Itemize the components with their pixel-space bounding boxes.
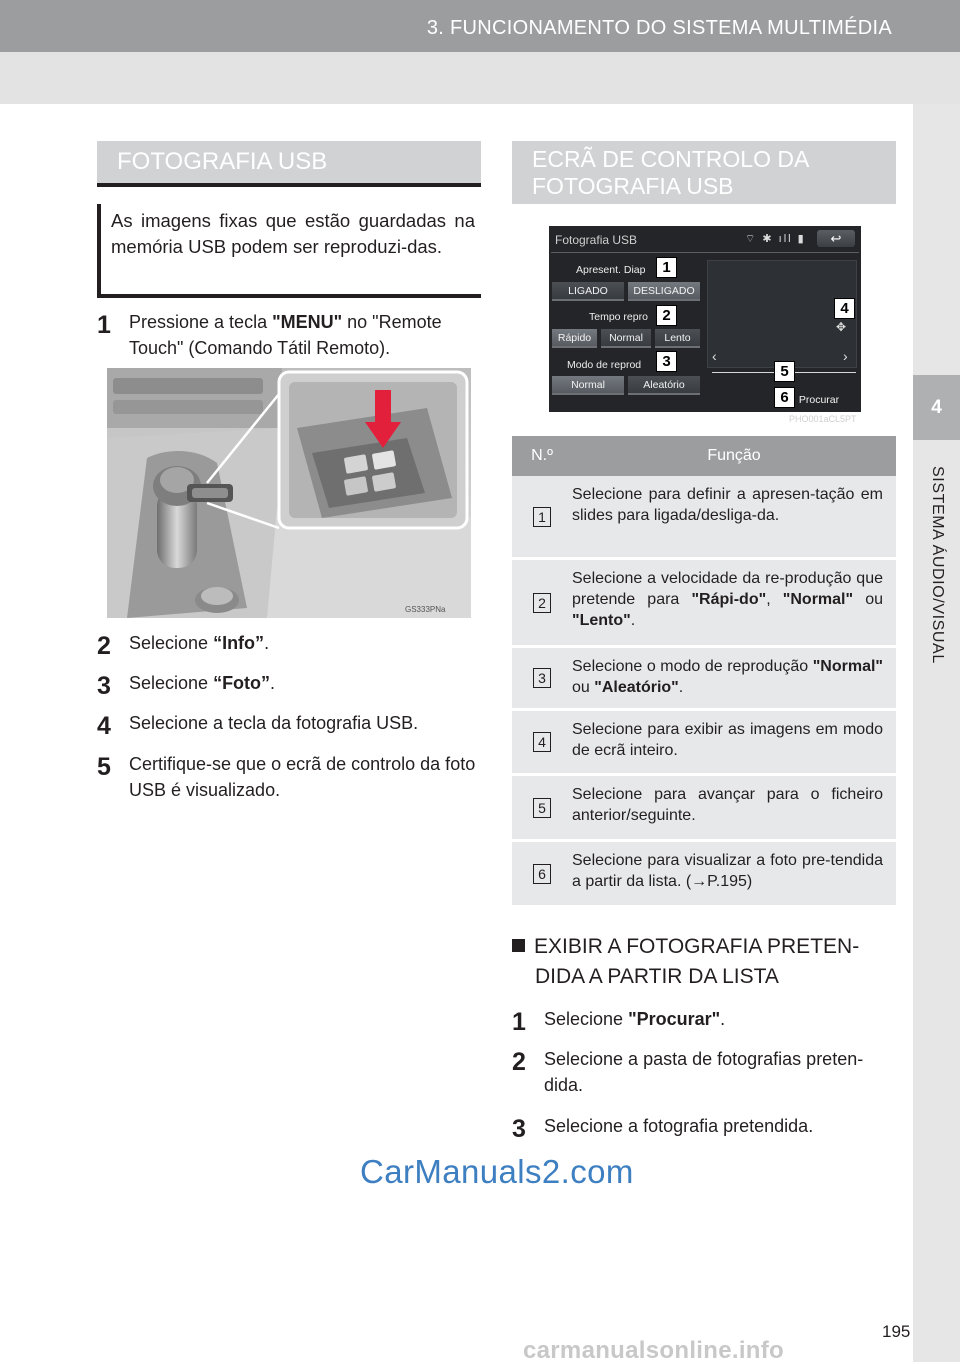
speed-label: Tempo repro bbox=[589, 311, 648, 323]
row-text-part: Selecione a velocidade da re-produção que pretende para bbox=[572, 570, 883, 608]
slideshow-on-button[interactable]: LIGADO bbox=[552, 282, 624, 301]
speed-slow-button[interactable]: Lento bbox=[655, 329, 700, 348]
callout-badge-2: 2 bbox=[656, 305, 677, 326]
screen-divider bbox=[551, 252, 859, 253]
step-number: 2 bbox=[97, 632, 111, 660]
table-row bbox=[512, 776, 896, 842]
step-text-end: . bbox=[270, 673, 276, 693]
step-number: 4 bbox=[97, 712, 111, 740]
subsection-title-line-1: EXIBIR A FOTOGRAFIA PRETEN- bbox=[534, 935, 860, 958]
screen-title: Fotografia USB bbox=[555, 233, 638, 247]
fullscreen-icon[interactable]: ✥ bbox=[836, 320, 847, 334]
col-function-header: Função bbox=[707, 447, 761, 464]
step-text: Certifique-se que o ecrã de controlo da foto USB é visualizado. bbox=[129, 754, 476, 801]
row-number: 2 bbox=[533, 593, 551, 613]
subsection-title bbox=[512, 932, 896, 992]
section-title-control-screen: ECRÃ DE CONTROLO DA FOTOGRAFIA USB bbox=[512, 141, 896, 204]
callout-badge-4: 4 bbox=[834, 298, 855, 319]
callout-badge-5: 5 bbox=[774, 361, 795, 382]
left-step-2 bbox=[97, 630, 481, 660]
usb-photo-control-screen bbox=[549, 226, 861, 424]
row-key: "Normal" bbox=[782, 590, 854, 608]
previous-icon[interactable]: ‹ bbox=[712, 348, 717, 364]
row-number: 4 bbox=[533, 732, 551, 752]
table-row bbox=[512, 648, 896, 711]
right-step-3 bbox=[512, 1113, 896, 1143]
bullet-square-icon bbox=[512, 939, 525, 952]
row-text-part: . bbox=[678, 678, 684, 696]
row-text bbox=[572, 648, 896, 708]
screen-code: PHO001aCL5PT bbox=[789, 414, 857, 424]
step-key: “Info” bbox=[213, 633, 265, 653]
section-title-usb-photo: FOTOGRAFIA USB bbox=[97, 141, 481, 187]
chapter-side-label-text: SISTEMA ÁUDIO/VISUAL bbox=[929, 466, 946, 664]
chapter-tab: 4 bbox=[913, 375, 960, 440]
row-text-part: ou bbox=[572, 678, 595, 696]
step-text-end: . bbox=[264, 633, 270, 653]
right-step-2 bbox=[512, 1046, 896, 1098]
intro-text: As imagens fixas que estão guardadas na memória USB podem ser reproduzi-das. bbox=[97, 204, 481, 298]
table-row bbox=[512, 711, 896, 776]
remote-touch-photo bbox=[107, 368, 471, 618]
row-text-part: Selecione o modo de reprodução bbox=[572, 658, 813, 675]
col-number-header: N.º bbox=[531, 447, 553, 464]
step-number: 2 bbox=[512, 1048, 526, 1076]
next-icon[interactable]: › bbox=[843, 348, 848, 364]
row-key: "Aleatório" bbox=[594, 678, 679, 696]
table-row bbox=[512, 560, 896, 648]
right-step-1 bbox=[512, 1006, 896, 1036]
step-text: Selecione bbox=[129, 673, 214, 693]
remote-touch-illustration bbox=[107, 368, 471, 618]
callout-badge-1: 1 bbox=[656, 257, 677, 278]
step-number: 3 bbox=[97, 672, 111, 700]
step-key: “Foto” bbox=[213, 673, 271, 693]
mode-random-button[interactable]: Aleatório bbox=[628, 376, 700, 395]
step-text: Selecione bbox=[129, 633, 214, 653]
photo-code: GS333PNa bbox=[405, 605, 446, 614]
left-step-4 bbox=[97, 710, 481, 740]
row-key: "Rápi-do" bbox=[691, 590, 767, 608]
step-text: Pressione a tecla bbox=[129, 312, 273, 332]
step-key: "Procurar" bbox=[628, 1009, 721, 1029]
callout-badge-3: 3 bbox=[656, 351, 677, 372]
row-text: Selecione para visualizar a foto pre-tendida a partir da lista. (→P.195) bbox=[572, 852, 883, 890]
table-row bbox=[512, 476, 896, 560]
step-number: 1 bbox=[512, 1008, 526, 1036]
watermark-text: CarManuals2.com bbox=[360, 1153, 634, 1190]
row-text bbox=[572, 560, 896, 645]
row-key: "Normal" bbox=[812, 658, 883, 675]
chapter-side-label bbox=[915, 450, 959, 680]
table-header bbox=[512, 436, 896, 476]
row-text: Selecione para definir a apresen-tação em slides para ligada/desliga-da. bbox=[572, 486, 883, 524]
side-strip bbox=[913, 104, 960, 1362]
slideshow-off-button[interactable]: DESLIGADO bbox=[628, 282, 700, 301]
step-text-end: . bbox=[720, 1009, 726, 1029]
speed-normal-button[interactable]: Normal bbox=[601, 329, 651, 348]
step-number: 1 bbox=[97, 311, 111, 339]
function-table bbox=[512, 436, 896, 908]
step-text: Selecione a fotografia pretendida. bbox=[544, 1116, 814, 1136]
mode-normal-button[interactable]: Normal bbox=[552, 376, 624, 395]
row-text-part: ou bbox=[853, 590, 884, 608]
table-row bbox=[512, 842, 896, 908]
row-number: 1 bbox=[533, 507, 551, 527]
back-icon: ↩ bbox=[830, 230, 842, 246]
speed-fast-button[interactable]: Rápido bbox=[552, 329, 597, 348]
row-text-part: . bbox=[630, 611, 636, 629]
back-button[interactable] bbox=[817, 230, 855, 247]
footer-url: carmanualsonline.info bbox=[523, 1337, 785, 1364]
row-key: "Lento" bbox=[572, 611, 631, 629]
left-step-1 bbox=[97, 309, 481, 361]
status-icons: ⌔ ✱ ıll ▮ bbox=[745, 233, 806, 245]
left-step-5 bbox=[97, 751, 481, 803]
page-number: 195 bbox=[882, 1322, 911, 1341]
subsection-title-line-2: DIDA A PARTIR DA LISTA bbox=[535, 965, 779, 989]
step-text-end: no "Remote Touch" (Comando Tátil Remoto). bbox=[129, 312, 442, 359]
mode-label: Modo de reprod bbox=[567, 359, 642, 371]
row-number: 5 bbox=[533, 798, 551, 818]
step-text: Selecione a pasta de fotografias preten-dida. bbox=[544, 1049, 864, 1096]
row-text: Selecione para avançar para o ficheiro anterior/seguinte. bbox=[572, 786, 883, 824]
chapter-title: 3. FUNCIONAMENTO DO SISTEMA MULTIMÉDIA bbox=[426, 17, 892, 39]
step-number: 5 bbox=[97, 753, 111, 781]
row-number: 6 bbox=[533, 864, 551, 884]
callout-badge-6: 6 bbox=[774, 387, 795, 408]
slideshow-label: Apresent. Diap bbox=[576, 264, 646, 276]
left-step-3 bbox=[97, 670, 481, 700]
browse-button[interactable]: Procurar bbox=[798, 393, 840, 406]
row-number: 3 bbox=[533, 668, 551, 688]
step-text: Selecione a tecla da fotografia USB. bbox=[129, 713, 419, 733]
row-text-part: , bbox=[766, 590, 783, 608]
step-text: Selecione bbox=[544, 1009, 629, 1029]
step-key: "MENU" bbox=[272, 312, 343, 332]
row-text: Selecione para exibir as imagens em modo de ecrã inteiro. bbox=[572, 721, 883, 759]
step-number: 3 bbox=[512, 1115, 526, 1143]
